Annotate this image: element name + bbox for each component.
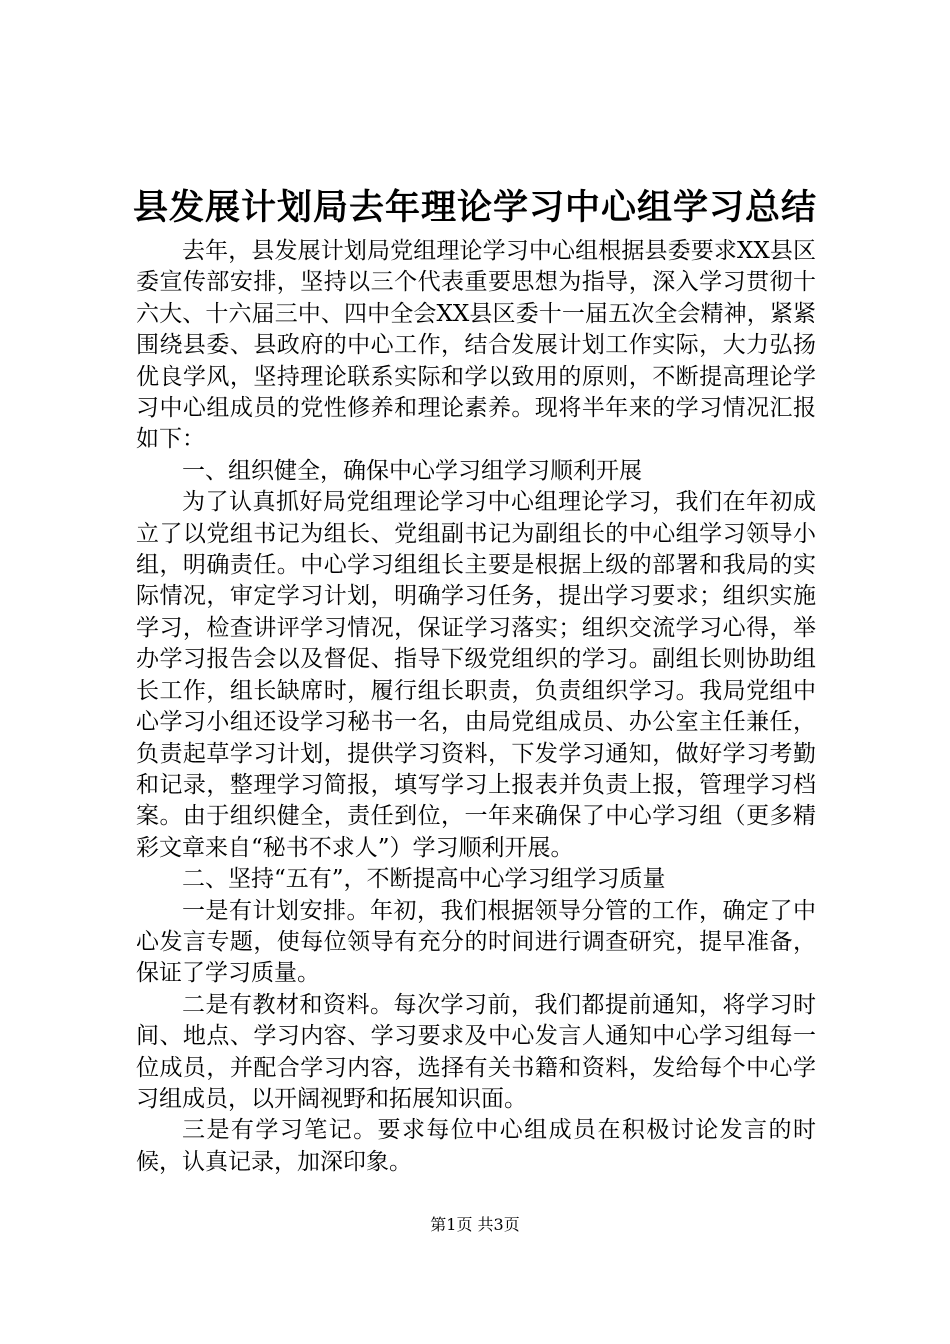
- intro-paragraph: 去年，县发展计划局党组理论学习中心组根据县委要求XX县区委宣传部安排，坚持以三个代表重要思想为指导，深入学习贯彻十六大、十六届三中、四中全会XX县区委十一届五次全会精神，紧紧围绕县委、县政府的中心工作，结合发展计划工作实际，大力弘扬优良学风，坚持理论联系实际和学以致用的原则，不断提高理论学习中心组成员的党性修养和理论素养。现将半年来的学习情况汇报如下：: [136, 238, 816, 453]
- section-2-heading: 二、坚持“五有”，不断提高中心学习组学习质量: [182, 866, 666, 893]
- point-2-paragraph: 二是有教材和资料。每次学习前，我们都提前通知，将学习时间、地点、学习内容、学习要求及中心发言人通知中心学习组每一位成员，并配合学习内容，选择有关书籍和资料，发给每个中心学习组成员，以开阔视野和拓展知识面。: [136, 991, 816, 1112]
- section-1-heading: 一、组织健全，确保中心学习组学习顺利开展: [182, 457, 642, 484]
- point-1-paragraph: 一是有计划安排。年初，我们根据领导分管的工作，确定了中心发言专题，使每位领导有充分的时间进行调查研究，提早准备，保证了学习质量。: [136, 897, 816, 987]
- document-body: [136, 236, 816, 1178]
- point-3-paragraph: 三是有学习笔记。要求每位中心组成员在积极讨论发言的时候，认真记录，加深印象。: [136, 1117, 816, 1175]
- section-1-paragraph: 为了认真抓好局党组理论学习中心组理论学习，我们在年初成立了以党组书记为组长、党组副书记为副组长的中心组学习领导小组，明确责任。中心学习组组长主要是根据上级的部署和我局的实际情况，审定学习计划，明确学习任务，提出学习要求；组织实施学习，检查讲评学习情况，保证学习落实；组织交流学习心得，举办学习报告会以及督促、指导下级党组织的学习。副组长则协助组长工作，组长缺席时，履行组长职责，负责组织学习。我局党组中心学习小组还设学习秘书一名，由局党组成员、办公室主任兼任，负责起草学习计划，提供学习资料，下发学习通知，做好学习考勤和记录，整理学习简报，填写学习上报表并负责上报，管理学习档案。由于组织健全，责任到位，一年来确保了中心学习组（更多精彩文章来自“秘书不求人”）学习顺利开展。: [136, 489, 816, 861]
- document-title: 县发展计划局去年理论学习中心组学习总结: [132, 188, 817, 228]
- page-footer: 第1页 共3页: [430, 1215, 520, 1234]
